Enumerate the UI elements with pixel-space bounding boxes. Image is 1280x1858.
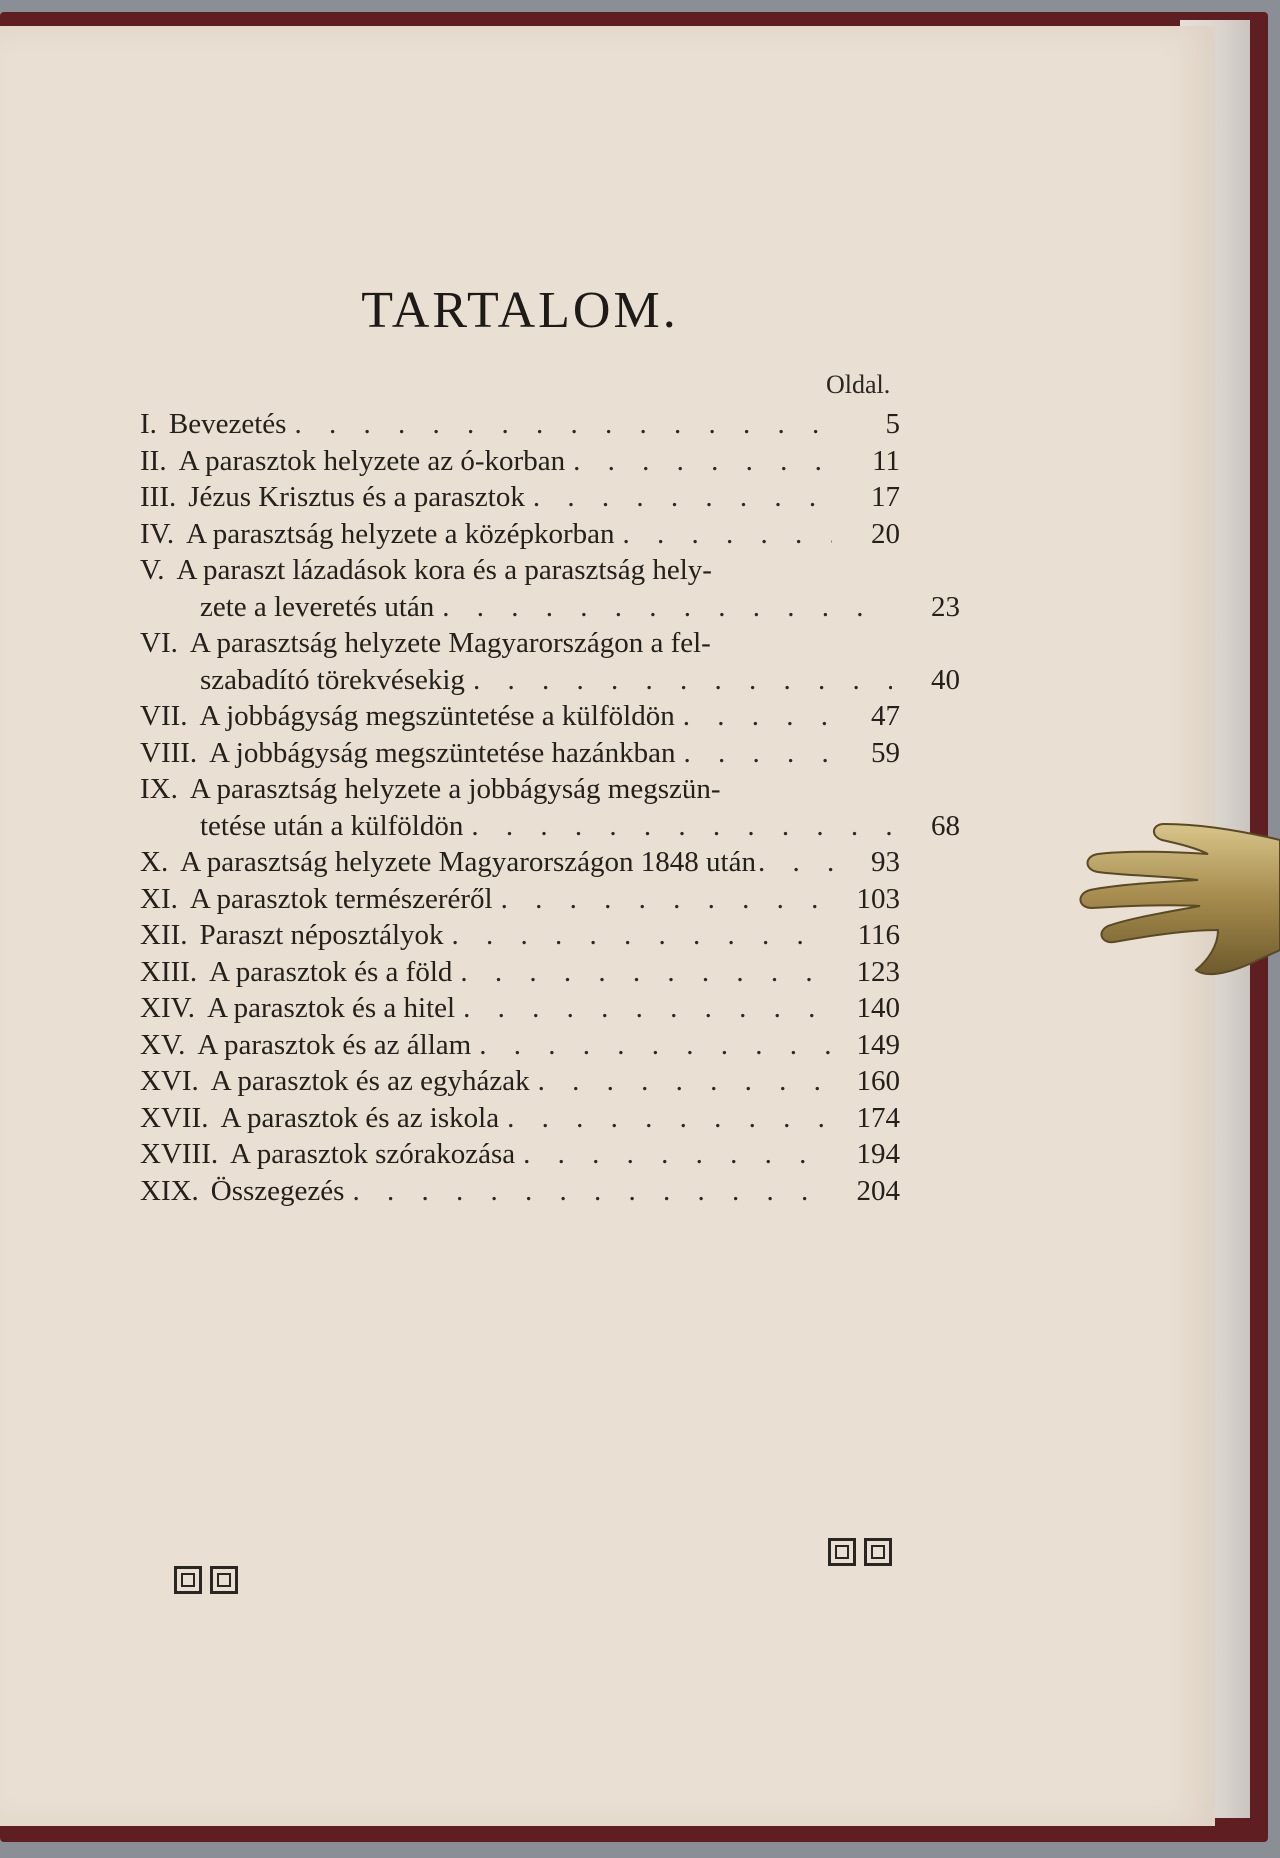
entry-title: A parasztok természeréről bbox=[189, 882, 493, 915]
page-column-label: Oldal. bbox=[826, 370, 891, 399]
toc-entry bbox=[140, 1027, 900, 1064]
toc-entry bbox=[140, 552, 960, 625]
entry-title-continuation: szabadító törekvésekig bbox=[200, 663, 465, 696]
entry-page: 68 bbox=[931, 809, 960, 842]
toc-entry bbox=[140, 698, 900, 735]
entry-title: Összegezés bbox=[210, 1174, 345, 1207]
entry-number: VIII. bbox=[140, 736, 198, 769]
entry-title-continuation: zete a leveretés után bbox=[200, 590, 435, 623]
entry-title: A parasztság helyzete Magyarországon 1848 után bbox=[180, 846, 756, 878]
double-square-ornament-icon bbox=[828, 1538, 892, 1566]
toc-entry bbox=[140, 735, 900, 772]
entry-page: 174 bbox=[856, 1101, 900, 1134]
entry-number: V. bbox=[140, 554, 165, 586]
leader-dots bbox=[683, 698, 832, 735]
leader-dots bbox=[479, 1027, 832, 1064]
entry-title: Bevezetés bbox=[168, 408, 287, 440]
book-page bbox=[0, 26, 1215, 1826]
entry-page: 160 bbox=[856, 1065, 900, 1097]
entry-title: Paraszt néposztályok bbox=[199, 919, 444, 951]
entry-number: XIX. bbox=[140, 1174, 199, 1207]
entry-title: A parasztok és az állam bbox=[197, 1028, 472, 1061]
leader-dots bbox=[573, 443, 832, 480]
leader-dots bbox=[294, 406, 832, 443]
entry-title: A parasztok és a föld bbox=[209, 955, 453, 988]
entry-number: XII. bbox=[140, 919, 188, 951]
leader-dots bbox=[452, 917, 832, 954]
entry-title: A parasztok és az egyházak bbox=[210, 1065, 530, 1097]
toc-entry bbox=[140, 917, 900, 954]
entry-title: A parasztság helyzete a jobbágyság megszün- bbox=[189, 773, 721, 805]
entry-page: 103 bbox=[856, 882, 900, 915]
entry-page: 123 bbox=[856, 955, 900, 988]
entry-page: 140 bbox=[856, 992, 900, 1024]
entry-page: 93 bbox=[871, 846, 900, 878]
entry-number: XIV. bbox=[140, 992, 196, 1024]
entry-title: Jézus Krisztus és a parasztok bbox=[188, 481, 525, 513]
toc-entry bbox=[140, 1063, 900, 1100]
toc-entry bbox=[140, 881, 900, 918]
leader-dots bbox=[473, 662, 892, 699]
entry-number: XV. bbox=[140, 1028, 186, 1061]
toc-entry bbox=[140, 479, 900, 516]
entry-number: IX. bbox=[140, 773, 178, 805]
entry-page: 149 bbox=[856, 1028, 900, 1061]
leader-dots bbox=[471, 808, 892, 845]
entry-title: A parasztok szórakozása bbox=[230, 1138, 516, 1170]
entry-page: 11 bbox=[872, 444, 900, 477]
entry-number: X. bbox=[140, 846, 169, 878]
toc-entry bbox=[140, 1100, 900, 1137]
leader-dots bbox=[523, 1136, 832, 1173]
entry-title: A paraszt lázadások kora és a parasztság hely- bbox=[176, 554, 712, 586]
entry-number: IV. bbox=[140, 517, 175, 550]
leader-dots bbox=[507, 1100, 832, 1137]
leader-dots bbox=[501, 881, 832, 918]
entry-title-continuation: tetése után a külföldön bbox=[200, 809, 464, 842]
entry-page: 17 bbox=[871, 481, 900, 513]
toc-entry bbox=[140, 1136, 900, 1173]
entry-number: VI. bbox=[140, 627, 178, 659]
entry-title: A parasztság helyzete a középkorban bbox=[186, 517, 615, 550]
table-of-contents bbox=[140, 406, 960, 1209]
leader-dots bbox=[622, 516, 832, 553]
entry-number: XIII. bbox=[140, 955, 198, 988]
toc-entry bbox=[140, 990, 900, 1027]
entry-number: XVI. bbox=[140, 1065, 199, 1097]
entry-title: A parasztok és az iskola bbox=[220, 1101, 500, 1134]
leader-dots bbox=[442, 589, 892, 626]
leader-dots bbox=[533, 479, 832, 516]
toc-entry bbox=[140, 954, 900, 991]
entry-page: 47 bbox=[871, 700, 900, 732]
entry-title: A jobbágyság megszüntetése hazánkban bbox=[209, 736, 676, 769]
double-square-ornament-icon bbox=[174, 1566, 238, 1594]
entry-number: I. bbox=[140, 408, 157, 440]
entry-title: A parasztok és a hitel bbox=[207, 992, 456, 1024]
leader-dots bbox=[683, 735, 832, 772]
entry-page: 59 bbox=[871, 736, 900, 769]
toc-entry bbox=[140, 625, 960, 698]
entry-page: 20 bbox=[871, 517, 900, 550]
entry-number: II. bbox=[140, 444, 167, 477]
toc-entry bbox=[140, 844, 900, 881]
hand-bookmark-icon bbox=[1068, 820, 1280, 990]
entry-title: A parasztok helyzete az ó-korban bbox=[178, 444, 566, 477]
leader-dots bbox=[352, 1173, 832, 1210]
entry-number: III. bbox=[140, 481, 177, 513]
entry-page: 23 bbox=[931, 590, 960, 623]
entry-page: 204 bbox=[856, 1174, 900, 1207]
toc-entry bbox=[140, 406, 900, 443]
entry-page: 40 bbox=[931, 663, 960, 696]
toc-entry bbox=[140, 443, 900, 480]
entry-title: A jobbágyság megszüntetése a külföldön bbox=[199, 700, 675, 732]
entry-number: XI. bbox=[140, 882, 178, 915]
toc-entry bbox=[140, 516, 900, 553]
leader-dots bbox=[758, 844, 838, 881]
entry-number: VII. bbox=[140, 700, 188, 732]
toc-entry bbox=[140, 1173, 900, 1210]
toc-entry bbox=[140, 771, 960, 844]
entry-page: 194 bbox=[856, 1138, 900, 1170]
leader-dots bbox=[463, 990, 832, 1027]
entry-title: A parasztság helyzete Magyarországon a fel- bbox=[189, 627, 711, 659]
entry-page: 5 bbox=[885, 408, 900, 440]
page-title: TARTALOM. bbox=[361, 282, 679, 339]
entry-number: XVIII. bbox=[140, 1138, 219, 1170]
entry-page: 116 bbox=[857, 919, 900, 951]
leader-dots bbox=[538, 1063, 832, 1100]
leader-dots bbox=[460, 954, 832, 991]
entry-number: XVII. bbox=[140, 1101, 209, 1134]
